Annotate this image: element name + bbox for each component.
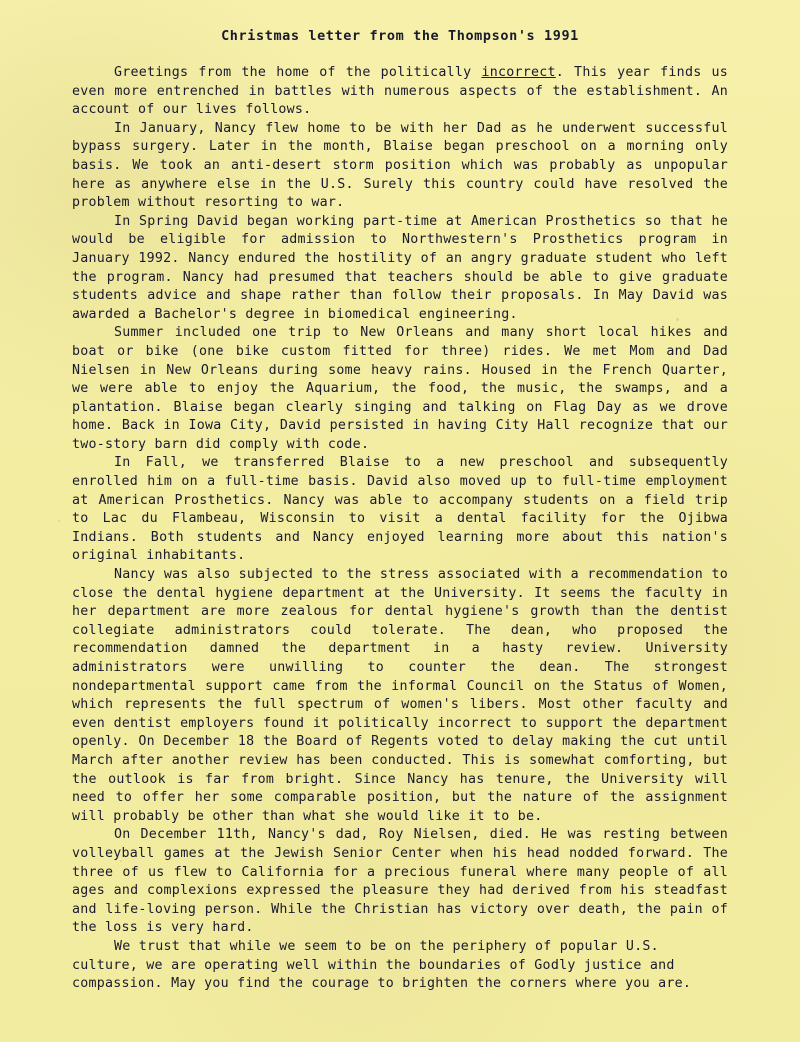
paragraph-fall xyxy=(72,454,728,566)
text-run: In Fall, we transferred Blaise to a new preschool and subsequently enrolled him on a full-time basis. David also moved up to full-time employment at American Prosthetics. Nancy was able to accompany students on a field trip to Lac du Flambeau, Wisconsin to visit a dental facility for the Ojibwa Indians. Both students and Nancy enjoyed learning more about this nation's original inhabitants. xyxy=(72,455,728,564)
paragraph-summer xyxy=(72,324,728,454)
letter-body xyxy=(72,64,728,994)
text-run: In January, Nancy flew home to be with her Dad as he underwent successful bypass surgery. Later in the month, Blaise began preschool on a morning only basis. We took an anti-desert storm position which was probably as unpopular here as anywhere else in the U.S. Surely this country could have resolved the problem without resorting to war. xyxy=(72,120,728,211)
paper-speckle xyxy=(58,520,60,522)
text-run: Greetings from the home of the politically xyxy=(114,65,482,80)
paragraph-nancy-stress xyxy=(72,566,728,826)
paragraph-closing xyxy=(72,938,728,994)
text-run: . This year finds us even more entrenched in battles with numerous aspects of the establishment. An account of our lives follows. xyxy=(72,65,728,118)
paragraph-greeting xyxy=(72,64,728,120)
paragraph-spring xyxy=(72,213,728,325)
text-run: We trust that while we seem to be on the periphery of popular U.S. culture, we are operating well within the boundaries of Godly justice and compassion. May you find the courage to brighten the corners where you are. xyxy=(72,938,692,992)
text-run: Summer included one trip to New Orleans and many short local hikes and boat or bike (one bike custom fitted for three) rides. We met Mom and Dad Nielsen in New Orleans during some heavy rains. Housed in the French Quarter, we were able to enjoy the Aquarium, the food, the music, the swamps, and a plantation. Blaise began clearly singing and talking on Flag Day as we drove home. Back in Iowa City, David persisted in having City Hall recognize that our two-story barn did comply with code. xyxy=(72,325,728,452)
page-title: Christmas letter from the Thompson's 1991 xyxy=(221,28,579,44)
paragraph-december xyxy=(72,826,728,938)
text-run: On December 11th, Nancy's dad, Roy Nielsen, died. He was resting between volleyball games at the Jewish Senior Center when his head nodded forward. The three of us flew to California for a precious funeral where many people of all ages and complexions expressed the pleasure they had derived from his steadfast and life-loving person. While the Christian has victory over death, the pain of the loss is very hard. xyxy=(72,827,728,936)
text-run: Nancy was also subjected to the stress associated with a recommendation to close the dental hygiene department at the University. It seems the faculty in her department are more zealous for dental hygiene's growth than the dentist collegiate administrators could tolerate. The dean, who proposed the recommendation damned the department in a hasty review. University administrators were unwilling to counter the dean. The strongest nondepartmental support came from the informal Council on the Status of Women, which represents the full spectrum of women's libers. Most other faculty and even dentist employers found it politically incorrect to support the department openly. On December 18 the Board of Regents voted to delay making the cut until March after another review has been conducted. This is somewhat comforting, but the outlook is far from bright. Since Nancy has tenure, the University will need to offer her some comparable position, but the nature of the assignment will probably be other than what she would like it to be. xyxy=(72,567,728,824)
text-run: In Spring David began working part-time at American Prosthetics so that he would be eligible for admission to Northwestern's Prosthetics program in January 1992. Nancy endured the hostility of an angry graduate student who left the program. Nancy had presumed that teachers should be able to give graduate students advice and shape rather than follow their proposals. In May David was awarded a Bachelor's degree in biomedical engineering. xyxy=(72,213,728,322)
paragraph-january xyxy=(72,120,728,213)
emphasis-underline: incorrect xyxy=(481,65,556,80)
